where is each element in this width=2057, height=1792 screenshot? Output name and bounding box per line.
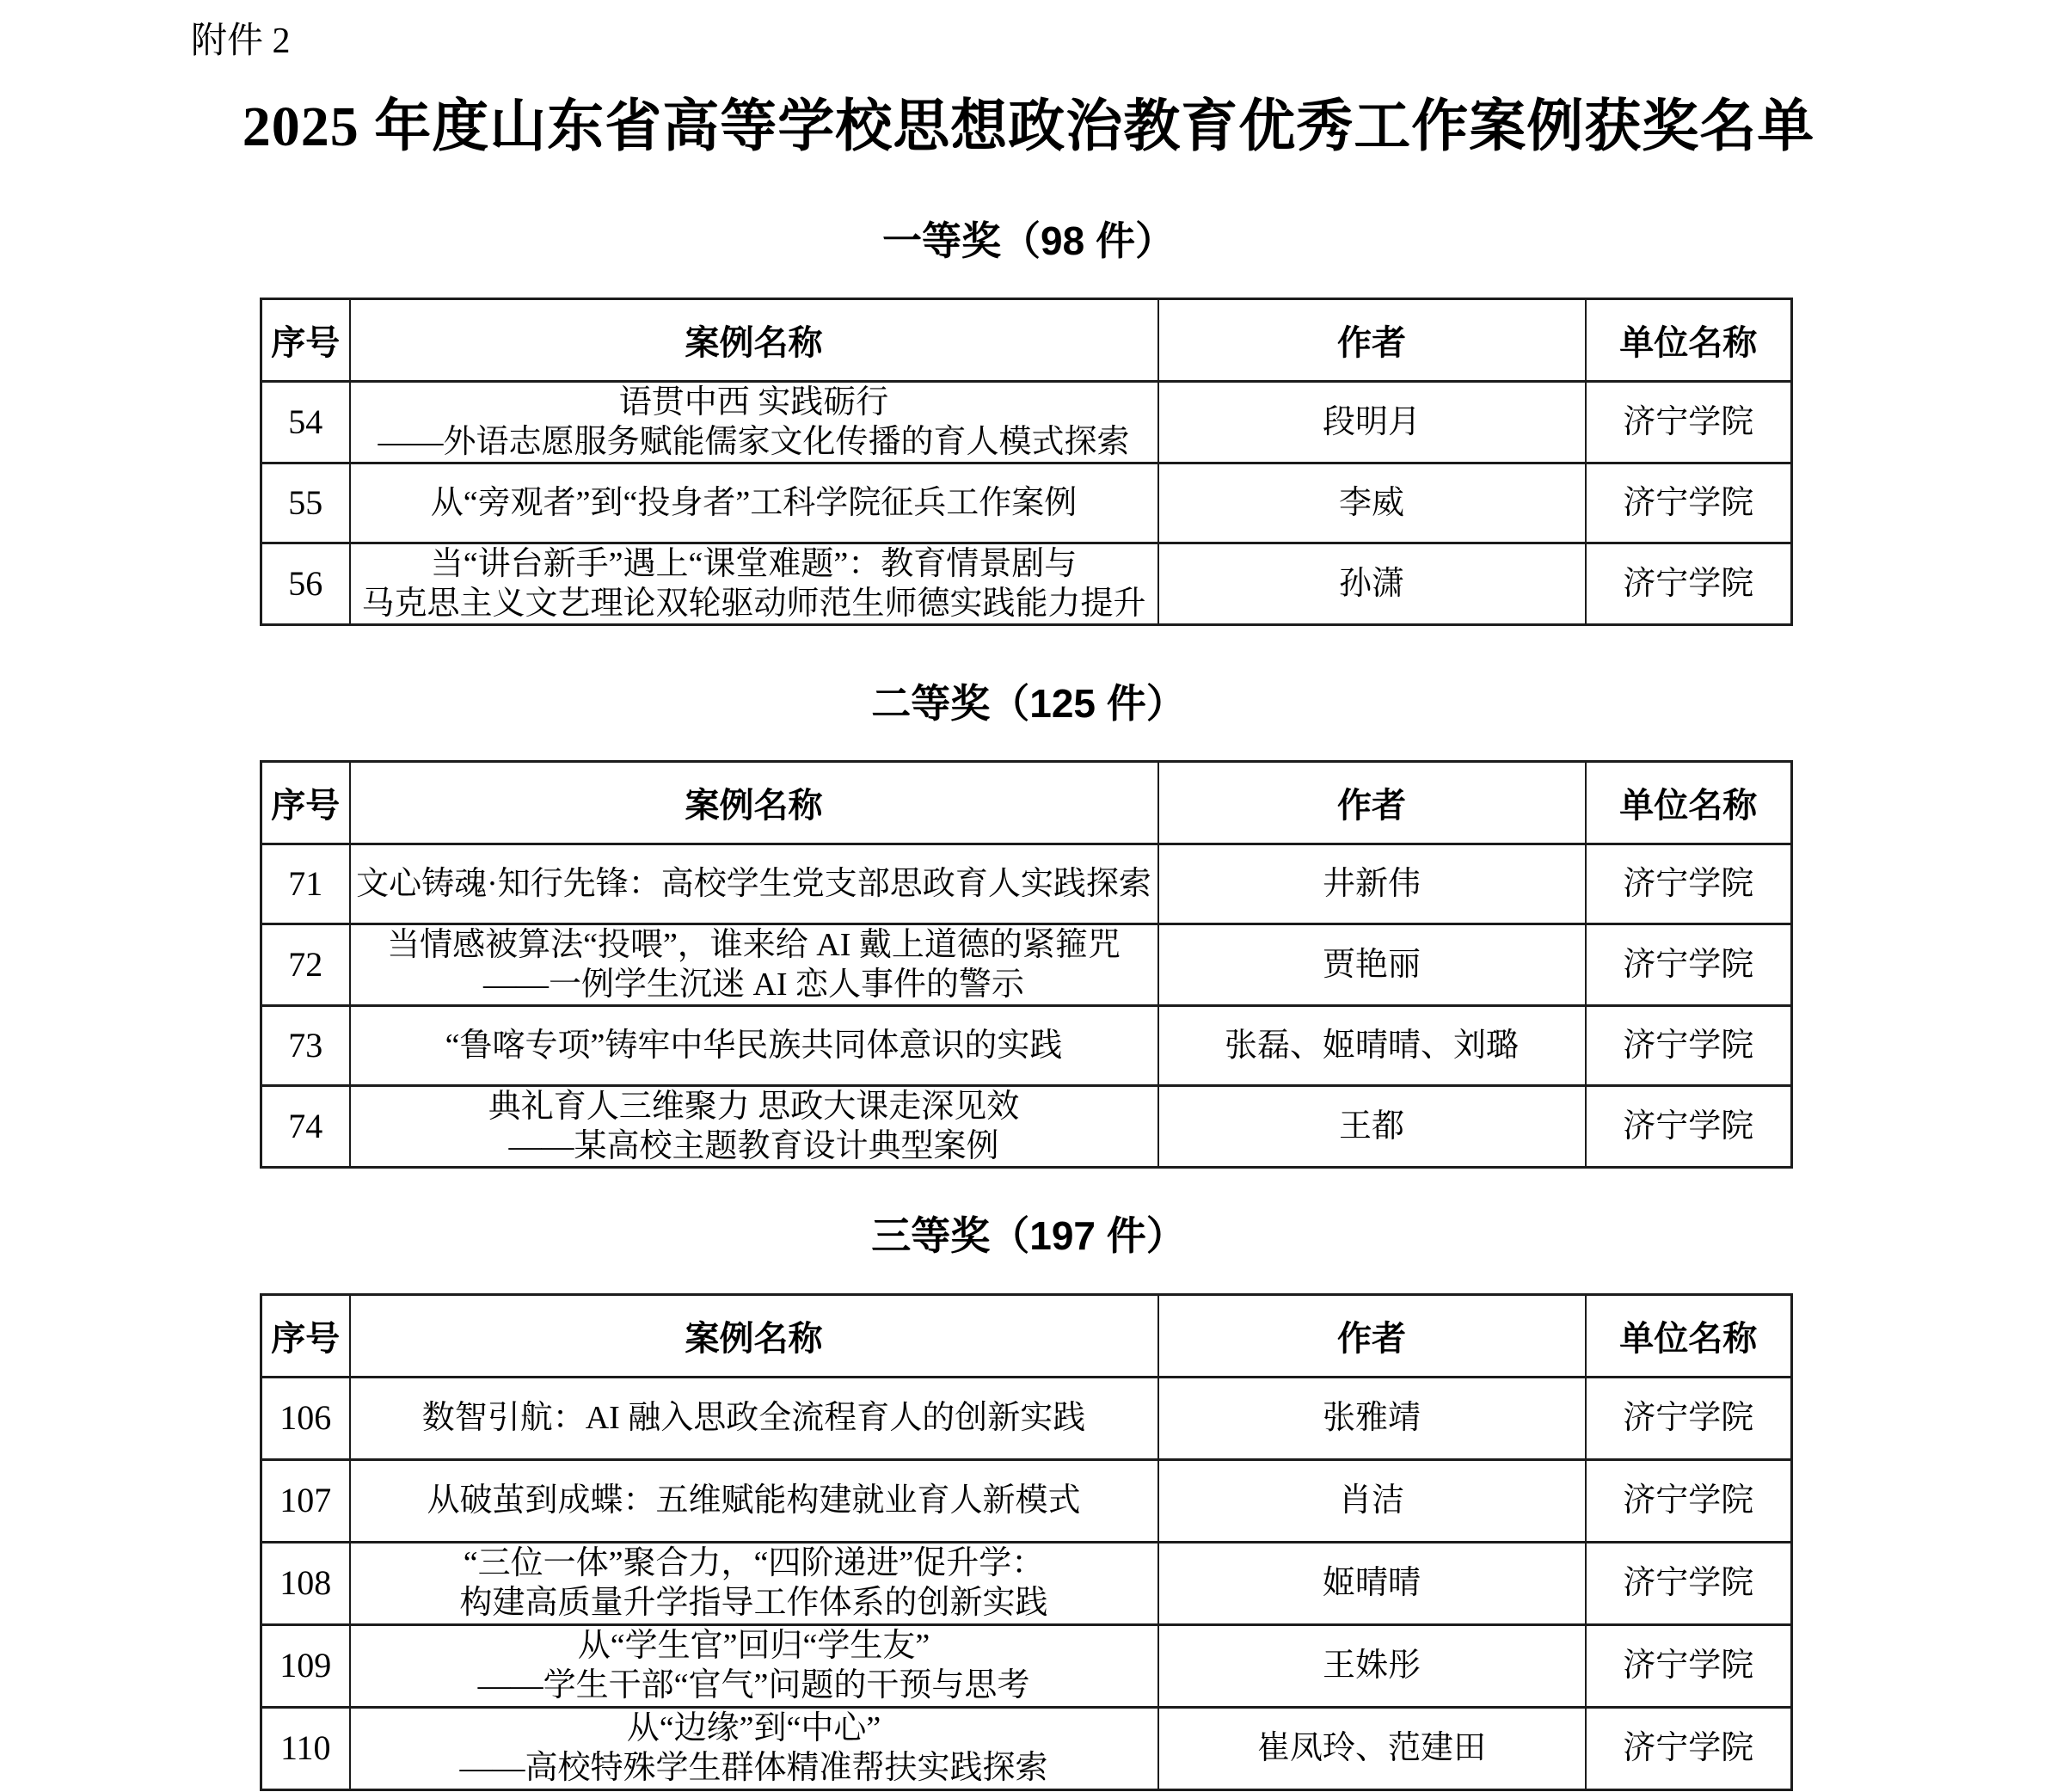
cell-author: 王都 (1158, 1086, 1586, 1168)
cell-unit: 济宁学院 (1586, 543, 1792, 625)
cell-author: 张磊、姬晴晴、刘璐 (1158, 1006, 1586, 1086)
case-title-line-1: 当“讲台新手”遇上“课堂难题”：教育情景剧与 (430, 546, 1078, 583)
cell-case-title (350, 1006, 1158, 1086)
cell-case-title (350, 844, 1158, 924)
table-row (261, 1377, 1792, 1459)
header-cell-index: 序号 (261, 1294, 350, 1377)
cell-index: 106 (261, 1377, 350, 1459)
case-title-line-2: ——高校特殊学生群体精准帮扶实践探索 (459, 1750, 1048, 1787)
cell-unit: 济宁学院 (1586, 844, 1792, 924)
cell-index: 109 (261, 1624, 350, 1707)
case-title-line-1: “三位一体”聚合力，“四阶递进”促升学： (463, 1545, 1045, 1582)
cell-unit: 济宁学院 (1586, 1624, 1792, 1707)
table-header-row (261, 299, 1792, 382)
header-cell-unit: 单位名称 (1586, 299, 1792, 382)
header-cell-author: 作者 (1158, 1294, 1586, 1377)
case-title-line-1: 从“边缘”到“中心” (626, 1710, 881, 1747)
header-cell-author: 作者 (1158, 762, 1586, 844)
cell-author: 崔凤玲、范建田 (1158, 1707, 1586, 1789)
case-title-line-2: ——一例学生沉迷 AI 恋人事件的警示 (482, 967, 1025, 1003)
cell-unit: 济宁学院 (1586, 463, 1792, 543)
cell-author: 井新伟 (1158, 844, 1586, 924)
table-row (261, 1707, 1792, 1789)
section-heading-third-prize: 三等奖（197 件） (871, 1213, 1186, 1259)
case-title-line-2: 马克思主义文艺理论双轮驱动师范生师德实践能力提升 (361, 586, 1146, 623)
cell-index: 110 (261, 1707, 350, 1789)
cell-case-title (350, 924, 1158, 1006)
cell-index: 56 (261, 543, 350, 625)
table-row (261, 844, 1792, 924)
header-cell-author: 作者 (1158, 299, 1586, 382)
case-title-line-1: 语贯中西 实践砺行 (618, 384, 889, 421)
cell-index: 73 (261, 1006, 350, 1086)
case-title-line-1: 文心铸魂·知行先锋：高校学生党支部思政育人实践探索 (356, 866, 1151, 903)
cell-index: 71 (261, 844, 350, 924)
header-cell-case-name: 案例名称 (350, 762, 1158, 844)
cell-unit: 济宁学院 (1586, 382, 1792, 463)
cell-author: 李威 (1158, 463, 1586, 543)
case-title-line-1: 当情感被算法“投喂”，谁来给 AI 戴上道德的紧箍咒 (387, 927, 1121, 964)
table-row (261, 463, 1792, 543)
header-cell-case-name: 案例名称 (350, 299, 1158, 382)
cell-case-title (350, 1542, 1158, 1624)
cell-author: 肖洁 (1158, 1459, 1586, 1542)
section-heading-first-prize: 一等奖（98 件） (882, 218, 1175, 263)
cell-index: 55 (261, 463, 350, 543)
section-heading-second-prize: 二等奖（125 件） (871, 681, 1186, 727)
case-title-line-2: ——学生干部“官气”问题的干预与思考 (477, 1667, 1030, 1704)
cell-case-title (350, 1086, 1158, 1168)
table-row (261, 1542, 1792, 1624)
cell-case-title (350, 1624, 1158, 1707)
cell-author: 张雅靖 (1158, 1377, 1586, 1459)
case-title-line-1: 从破茧到成蝶：五维赋能构建就业育人新模式 (427, 1482, 1081, 1519)
cell-case-title (350, 1707, 1158, 1789)
cell-unit: 济宁学院 (1586, 1377, 1792, 1459)
table-row (261, 1459, 1792, 1542)
cell-case-title (350, 463, 1158, 543)
table-row (261, 1006, 1792, 1086)
cell-author: 姬晴晴 (1158, 1542, 1586, 1624)
third-prize-table (260, 1293, 1793, 1791)
cell-author: 孙潇 (1158, 543, 1586, 625)
cell-index: 74 (261, 1086, 350, 1168)
table-row (261, 1624, 1792, 1707)
cell-unit: 济宁学院 (1586, 924, 1792, 1006)
cell-case-title (350, 543, 1158, 625)
table-header-row (261, 1294, 1792, 1377)
cell-unit: 济宁学院 (1586, 1086, 1792, 1168)
cell-author: 王姝彤 (1158, 1624, 1586, 1707)
table-row (261, 1086, 1792, 1168)
case-title-line-1: “鲁喀专项”铸牢中华民族共同体意识的实践 (445, 1028, 1063, 1065)
case-title-line-2: 构建高质量升学指导工作体系的创新实践 (459, 1585, 1048, 1622)
case-title-line-1: 数智引航：AI 融入思政全流程育人的创新实践 (421, 1400, 1086, 1437)
cell-unit: 济宁学院 (1586, 1459, 1792, 1542)
cell-unit: 济宁学院 (1586, 1707, 1792, 1789)
table-row (261, 924, 1792, 1006)
cell-case-title (350, 1459, 1158, 1542)
document-title: 2025 年度山东省高等学校思想政治教育优秀工作案例获奖名单 (242, 95, 1815, 158)
case-title-line-2: ——外语志愿服务赋能儒家文化传播的育人模式探索 (378, 424, 1130, 461)
case-title-line-1: 典礼育人三维聚力 思政大课走深见效 (488, 1089, 1020, 1126)
case-title-line-1: 从“学生官”回归“学生友” (577, 1628, 930, 1665)
header-cell-index: 序号 (261, 299, 350, 382)
cell-unit: 济宁学院 (1586, 1542, 1792, 1624)
cell-author: 贾艳丽 (1158, 924, 1586, 1006)
case-title-line-2: ——某高校主题教育设计典型案例 (508, 1128, 999, 1165)
table-header-row (261, 762, 1792, 844)
case-title-line-1: 从“旁观者”到“投身者”工科学院征兵工作案例 (430, 485, 1078, 522)
first-prize-table (260, 298, 1793, 626)
cell-author: 段明月 (1158, 382, 1586, 463)
table-row (261, 543, 1792, 625)
cell-index: 108 (261, 1542, 350, 1624)
header-cell-unit: 单位名称 (1586, 1294, 1792, 1377)
table-row (261, 382, 1792, 463)
cell-index: 107 (261, 1459, 350, 1542)
header-cell-index: 序号 (261, 762, 350, 844)
cell-index: 54 (261, 382, 350, 463)
header-cell-unit: 单位名称 (1586, 762, 1792, 844)
cell-index: 72 (261, 924, 350, 1006)
cell-case-title (350, 382, 1158, 463)
attachment-label: 附件 2 (191, 21, 291, 61)
cell-case-title (350, 1377, 1158, 1459)
header-cell-case-name: 案例名称 (350, 1294, 1158, 1377)
cell-unit: 济宁学院 (1586, 1006, 1792, 1086)
second-prize-table (260, 760, 1793, 1169)
